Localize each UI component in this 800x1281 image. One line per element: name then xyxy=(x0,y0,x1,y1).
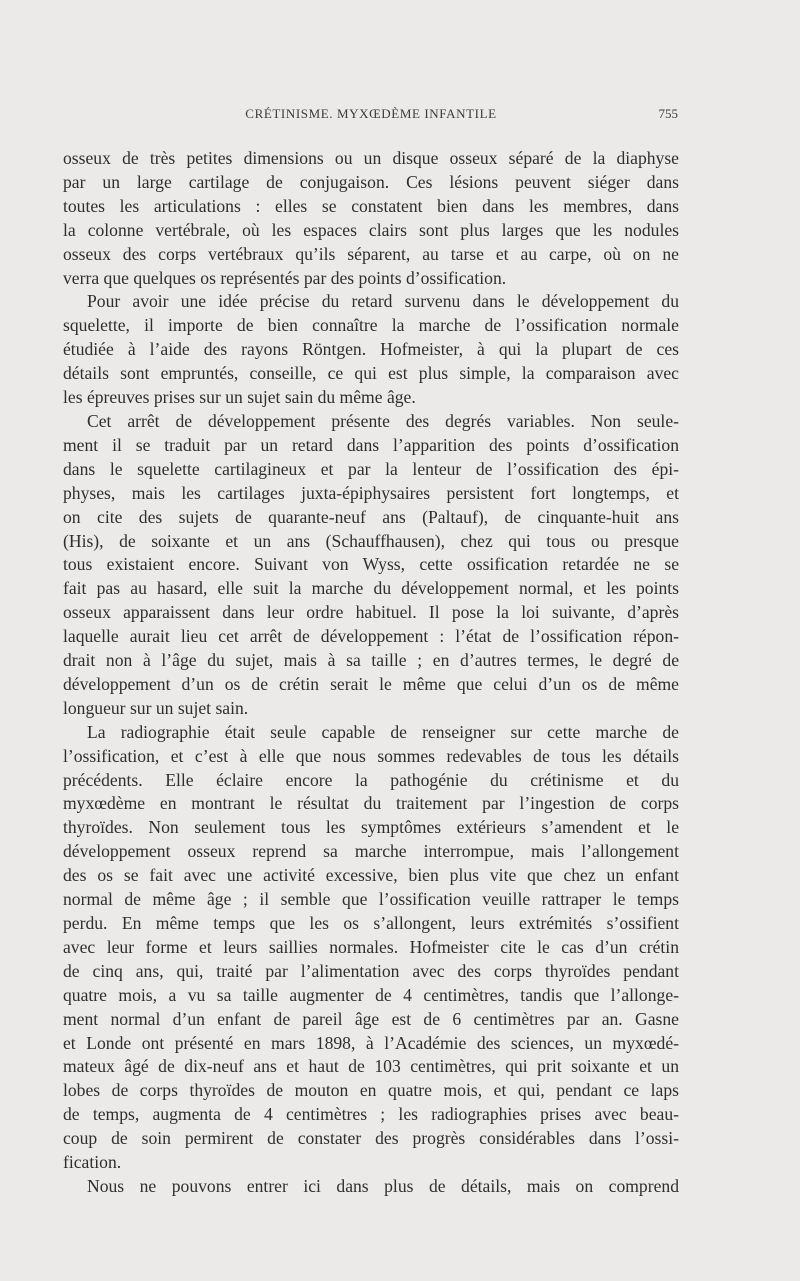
text-line: de cinq ans, qui, traité par l’alimentation avec des corps thyroïdes pendant xyxy=(63,960,679,981)
text-line: Pour avoir une idée précise du retard survenu dans le développement du xyxy=(87,291,679,312)
text-line: dans le squelette cartilagineux et par la lenteur de l’ossification des épi- xyxy=(63,458,679,479)
text-line: lobes de corps thyroïdes de mouton en quatre mois, et qui, pendant ce laps xyxy=(63,1080,679,1101)
text-line: quatre mois, a vu sa taille augmenter de 4 centimètres, tandis que l’allonge- xyxy=(63,984,679,1005)
text-line: (His), de soixante et un ans (Schauffhausen), chez qui tous ou presque xyxy=(63,530,679,551)
text-line: développement d’un os de crétin serait le même que celui d’un os de même xyxy=(63,673,679,694)
text-line: fait pas au hasard, elle suit la marche du développement normal, et les points xyxy=(63,578,679,599)
text-line: thyroïdes. Non seulement tous les symptômes extérieurs s’amendent et le xyxy=(63,817,679,838)
text-line: tous existaient encore. Suivant von Wyss, cette ossification retardée ne se xyxy=(63,554,679,575)
text-line: Cet arrêt de développement présente des degrés variables. Non seule- xyxy=(87,410,679,431)
text-line: les épreuves prises sur un sujet sain du même âge. xyxy=(63,387,416,408)
text-line: et Londe ont présenté en mars 1898, à l’Académie des sciences, un myxœdé- xyxy=(63,1032,679,1053)
text-line: développement osseux reprend sa marche interrompue, mais l’allongement xyxy=(63,841,679,862)
text-line: osseux apparaissent dans leur ordre habituel. Il pose la loi suivante, d’après xyxy=(63,602,679,623)
running-title: CRÉTINISME. MYXŒDÈME INFANTILE xyxy=(245,106,497,121)
text-line: physes, mais les cartilages juxta-épiphysaires persistent fort longtemps, et xyxy=(63,482,679,503)
text-line: La radiographie était seule capable de renseigner sur cette marche de xyxy=(87,721,679,742)
page-number: 755 xyxy=(658,106,678,121)
text-line: toutes les articulations : elles se constatent bien dans les membres, dans xyxy=(63,195,679,216)
text-line: fication. xyxy=(63,1152,122,1173)
text-line: par un large cartilage de conjugaison. Ces lésions peuvent siéger dans xyxy=(63,171,679,192)
text-line: ment il se traduit par un retard dans l’apparition des points d’ossification xyxy=(63,434,679,455)
text-line: des os se fait avec une activité excessive, bien plus vite que chez un enfant xyxy=(63,865,679,886)
text-line: détails sont empruntés, conseille, ce qui est plus simple, la comparaison avec xyxy=(63,363,679,384)
text-line: avec leur forme et leurs saillies normales. Hofmeister cite le cas d’un crétin xyxy=(63,936,679,957)
text-line: coup de soin permirent de constater des progrès considérables dans l’ossi- xyxy=(63,1128,679,1149)
text-line: myxœdème en montrant le résultat du traitement par l’ingestion de corps xyxy=(63,793,679,814)
text-line: longueur sur un sujet sain. xyxy=(63,697,249,718)
text-line: normal de même âge ; il semble que l’ossification veuille rattraper le temps xyxy=(63,889,679,910)
text-line: squelette, il importe de bien connaître la marche de l’ossification normale xyxy=(63,315,679,336)
text-line: Nous ne pouvons entrer ici dans plus de détails, mais on comprend xyxy=(87,1175,679,1196)
text-line: mateux âgé de dix-neuf ans et haut de 103 centimètres, qui prit soixante et un xyxy=(63,1056,679,1077)
running-head xyxy=(64,106,678,128)
text-line: verra que quelques os représentés par des points d’ossification. xyxy=(63,267,507,288)
text-line: étudiée à l’aide des rayons Röntgen. Hofmeister, à qui la plupart de ces xyxy=(63,339,679,360)
text-line: laquelle aurait lieu cet arrêt de développement : l’état de l’ossification répon- xyxy=(63,626,679,647)
text-line: l’ossification, et c’est à elle que nous sommes redevables de tous les détails xyxy=(63,745,679,766)
text-line: précédents. Elle éclaire encore la pathogénie du crétinisme et du xyxy=(63,769,679,790)
text-line: perdu. En même temps que les os s’allongent, leurs extrémités s’ossifient xyxy=(63,913,679,933)
text-line: la colonne vertébrale, où les espaces clairs sont plus larges que les nodules xyxy=(63,219,679,240)
body-text xyxy=(63,147,679,1199)
text-line: de temps, augmenta de 4 centimètres ; les radiographies prises avec beau- xyxy=(63,1104,679,1125)
text-line: on cite des sujets de quarante-neuf ans (Paltauf), de cinquante-huit ans xyxy=(63,506,679,527)
text-line: drait non à l’âge du sujet, mais à sa taille ; en d’autres termes, le degré de xyxy=(63,650,679,671)
text-line: osseux de très petites dimensions ou un disque osseux séparé de la diaphyse xyxy=(63,148,679,168)
text-line: osseux des corps vertébraux qu’ils séparent, au tarse et au carpe, où on ne xyxy=(63,243,679,264)
text-line: ment normal d’un enfant de pareil âge est de 6 centimètres par an. Gasne xyxy=(63,1008,679,1029)
